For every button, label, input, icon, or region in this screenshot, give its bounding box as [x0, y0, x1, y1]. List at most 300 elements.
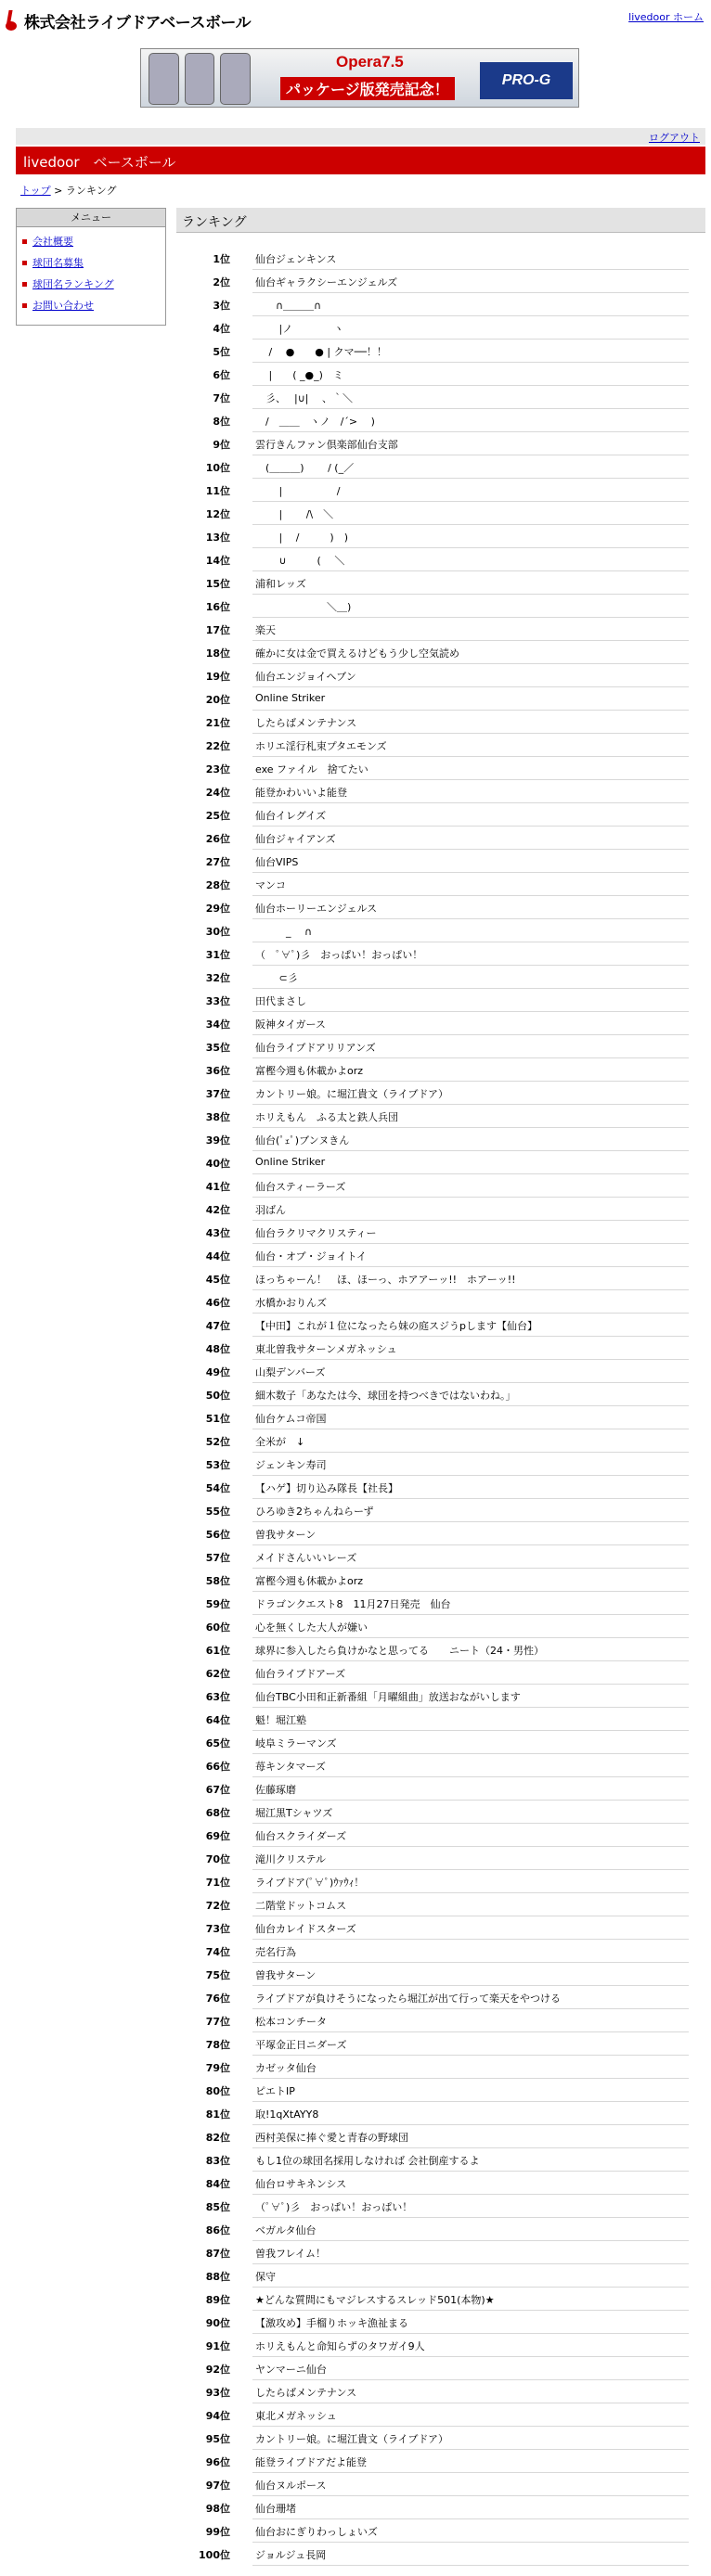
ranking-row: [176, 1685, 705, 1708]
team-name: カントリー娘。に堀江貴文（ライブドア）: [255, 1088, 449, 1100]
rank-number: 68位: [205, 1807, 230, 1819]
team-name: | ( _●_) ミ: [255, 369, 343, 381]
team-name: 二階堂ドットコムス: [255, 1900, 347, 1912]
rank-number: 55位: [205, 1506, 230, 1518]
ranking-row: [176, 942, 705, 966]
team-name: 水橋かおりんズ: [255, 1297, 327, 1309]
team-name: 仙台(ﾟｪﾟ)ブンヌきん: [255, 1134, 350, 1147]
team-name: | / ) ): [255, 532, 348, 544]
rank-number: 92位: [205, 2364, 230, 2376]
rank-number: 72位: [205, 1900, 230, 1912]
ranking-row: [176, 1847, 705, 1870]
rank-number: 56位: [205, 1529, 230, 1541]
ranking-row: [176, 363, 705, 386]
ranking-row: [176, 2056, 705, 2079]
ranking-row: [176, 386, 705, 409]
team-name: 東北曽我サターンメガネッシュ: [255, 1343, 397, 1355]
rank-number: 73位: [205, 1923, 230, 1935]
rank-number: 89位: [205, 2294, 230, 2306]
rank-number: 67位: [205, 1784, 230, 1796]
team-name: 平塚金正日ニダーズ: [255, 2039, 347, 2051]
team-name: 堀江黒Tシャツズ: [255, 1807, 333, 1819]
ranking-row: [176, 1012, 705, 1035]
ranking-row: [176, 2148, 705, 2172]
team-name: 保守: [255, 2271, 276, 2283]
team-name: 売名行為: [255, 1946, 296, 1958]
rank-number: 100位: [199, 2549, 230, 2561]
ranking-row: [176, 2311, 705, 2334]
team-name: 仙台珊堵: [255, 2503, 296, 2515]
rank-number: 62位: [205, 1668, 230, 1680]
ranking-row: [176, 1105, 705, 1128]
team-name: 魁！堀江塾: [255, 1714, 306, 1726]
ranking-row: [176, 247, 705, 270]
rank-number: 95位: [205, 2433, 230, 2445]
logout-bar: [16, 128, 705, 145]
team-name: 心を無くした大人が嫌い: [255, 1621, 368, 1634]
team-name: ★どんな質問にもマジレスするスレッド501(本物)★: [255, 2294, 495, 2306]
rank-number: 57位: [205, 1552, 230, 1564]
ranking-row: [176, 1754, 705, 1777]
rank-number: 98位: [205, 2503, 230, 2515]
rank-number: 43位: [205, 1227, 230, 1239]
ranking-row: [176, 1314, 705, 1337]
menu-item-company: [22, 235, 165, 256]
team-name: 苺キンタマーズ: [255, 1761, 326, 1773]
ranking-row: [176, 1708, 705, 1731]
team-name: ライブドア(ﾟ∀ﾟ)ｳｧｳｨ！: [255, 1877, 365, 1889]
ranking-row: [176, 2218, 705, 2241]
ranking-row: [176, 1267, 705, 1290]
ranking-row: [176, 1731, 705, 1754]
ranking-row: [176, 1499, 705, 1522]
rank-number: 70位: [205, 1853, 230, 1865]
team-name: 西村美保に捧ぐ愛と青春の野球団: [255, 2132, 408, 2144]
team-name: 細木数子「あなたは今、球団を持つべきではないわね。」: [255, 1390, 516, 1402]
ranking-row: [176, 687, 705, 711]
team-name: 仙台ホーリーエンジェルス: [255, 903, 378, 915]
team-name: exe ファイル 捨てたい: [255, 763, 368, 775]
bullet-icon: [22, 239, 27, 244]
company-name: 株式会社ライブドアベースボール: [24, 13, 252, 32]
team-name: 仙台ケムコ帝国: [255, 1413, 327, 1425]
ranking-row: [176, 293, 705, 316]
breadcrumb: [20, 183, 117, 198]
team-name: 佐藤琢磨: [255, 1784, 296, 1796]
team-name: 岐阜ミラーマンズ: [255, 1737, 337, 1749]
rank-number: 30位: [205, 926, 230, 938]
rank-number: 8位: [213, 416, 230, 428]
ranking-row: [176, 2334, 705, 2357]
team-name: 全米が ↓: [255, 1436, 305, 1448]
ranking-row: [176, 1893, 705, 1916]
ranking-row: [176, 1801, 705, 1824]
team-name: 仙台カレイドスターズ: [255, 1923, 356, 1935]
ranking-row: [176, 827, 705, 850]
ranking-row: [176, 1661, 705, 1685]
team-name: ひろゆき2ちゃんねらーず: [255, 1506, 374, 1518]
rank-number: 17位: [205, 624, 230, 636]
ranking-row: [176, 2241, 705, 2264]
rank-number: 41位: [205, 1181, 230, 1193]
rank-number: 52位: [205, 1436, 230, 1448]
ranking-row: [176, 1476, 705, 1499]
breadcrumb-current: ランキング: [65, 185, 117, 197]
ranking-title: ランキング: [182, 215, 247, 230]
team-name: 【ハゲ】切り込み隊長【社長】: [255, 1482, 398, 1494]
rank-number: 23位: [205, 763, 230, 775]
breadcrumb-top-link[interactable]: トップ: [20, 185, 51, 197]
team-name: 曽我サターン: [255, 1529, 317, 1541]
rank-number: 10位: [205, 462, 230, 474]
team-name: 【激攻め】手榴りホッキ漁祉まる: [255, 2317, 408, 2329]
rank-number: 94位: [205, 2410, 230, 2422]
team-name: ホリえもんと命知らずのタワガイ9人: [255, 2340, 425, 2352]
rank-number: 51位: [205, 1413, 230, 1425]
company-logo: [6, 7, 251, 33]
livedoor-home-link[interactable]: livedoor ホーム: [628, 11, 704, 23]
rank-number: 9位: [213, 439, 230, 451]
ranking-row: [176, 2519, 705, 2543]
rank-number: 48位: [205, 1343, 230, 1355]
team-name: （ ﾟ∀ﾟ)彡 おっぱい！おっぱい！: [255, 949, 423, 961]
menu-item-name-submission: [22, 256, 165, 277]
team-name: ピエトIP: [255, 2085, 295, 2097]
rank-number: 91位: [205, 2340, 230, 2352]
team-name: マンコ: [255, 879, 286, 891]
team-name: | /\ ＼: [255, 508, 334, 520]
ranking-row: [176, 2380, 705, 2403]
rank-number: 13位: [205, 532, 230, 544]
team-name: 山梨デンバーズ: [255, 1366, 326, 1378]
ranking-row: [176, 2079, 705, 2102]
rank-number: 45位: [205, 1274, 230, 1286]
team-name: 仙台スティーラーズ: [255, 1181, 346, 1193]
ranking-row: [176, 803, 705, 827]
ranking-row: [176, 1128, 705, 1151]
team-name: |ノ ヽ: [255, 323, 344, 335]
team-name: / ＿＿ ヽノ /´> ): [255, 416, 375, 428]
ranking-row: [176, 2496, 705, 2519]
ranking-row: [176, 780, 705, 803]
rank-number: 46位: [205, 1297, 230, 1309]
ranking-row: [176, 1174, 705, 1198]
team-name: 【中田】これが１位になったら妹の庭スジうpします【仙台】: [255, 1320, 537, 1332]
team-name: ドラゴンクエスト8 11月27日発売 仙台: [255, 1598, 451, 1610]
ranking-row: [176, 1198, 705, 1221]
team-name: 仙台おにぎりわっしょいズ: [255, 2526, 378, 2538]
team-name: ＼＿): [255, 601, 352, 613]
rank-number: 93位: [205, 2387, 230, 2399]
team-name: ライブドアが負けそうになったら堀江が出て行って楽天をやつける: [255, 1993, 562, 2005]
team-name: 仙台イレグイズ: [255, 810, 327, 822]
ranking-row: [176, 432, 705, 455]
rank-number: 65位: [205, 1737, 230, 1749]
ranking-row: [176, 850, 705, 873]
ranking-row: [176, 1870, 705, 1893]
menu-item-ranking: [22, 277, 165, 299]
banner-outlet-logo: PRO-G OUTLET: [480, 62, 573, 99]
rank-number: 32位: [205, 972, 230, 984]
ranking-row: [176, 525, 705, 548]
bullet-icon: [22, 282, 27, 287]
team-name: ∩＿＿＿∩: [255, 300, 322, 312]
rank-number: 54位: [205, 1482, 230, 1494]
ranking-row: [176, 1453, 705, 1476]
rank-number: 1位: [213, 253, 230, 265]
team-name: 仙台ライブドアーズ: [255, 1668, 346, 1680]
rank-number: 90位: [205, 2317, 230, 2329]
team-name: Online Striker: [255, 1156, 326, 1168]
ranking-row: [176, 1615, 705, 1638]
rank-number: 47位: [205, 1320, 230, 1332]
rank-number: 78位: [205, 2039, 230, 2051]
team-name: (＿＿＿) / (_／: [255, 462, 355, 474]
ranking-row: [176, 479, 705, 502]
banner-subheadline: パッケージ版発売記念！: [280, 77, 455, 100]
rank-number: 80位: [205, 2085, 230, 2097]
rank-number: 14位: [205, 555, 230, 567]
ranking-row: [176, 2543, 705, 2566]
rank-number: 76位: [205, 1993, 230, 2005]
rank-number: 11位: [205, 485, 230, 497]
team-name: ⊂彡: [255, 972, 298, 984]
rank-number: 96位: [205, 2456, 230, 2468]
ranking-row: [176, 1638, 705, 1661]
team-name: 楽天: [255, 624, 276, 636]
ranking-row: [176, 757, 705, 780]
team-name: メイドさんいいレーズ: [255, 1552, 357, 1564]
team-name: 滝川クリステル: [255, 1853, 327, 1865]
team-name: | /: [255, 485, 341, 497]
ranking-row: [176, 664, 705, 687]
ranking-row: [176, 1522, 705, 1545]
ranking-row: [176, 502, 705, 525]
ranking-row: [176, 1777, 705, 1801]
rank-number: 83位: [205, 2155, 230, 2167]
team-name: 取!1qXtAYY8: [255, 2108, 319, 2121]
rank-number: 24位: [205, 787, 230, 799]
rank-number: 88位: [205, 2271, 230, 2283]
ranking-row: [176, 1383, 705, 1406]
side-menu: [16, 208, 166, 326]
ranking-row: [176, 896, 705, 919]
rank-number: 19位: [205, 671, 230, 683]
ranking-row: [176, 2403, 705, 2427]
rank-number: 5位: [213, 346, 230, 358]
rank-number: 7位: [213, 392, 230, 404]
team-name: ベガルタ仙台: [255, 2224, 317, 2236]
rank-number: 28位: [205, 879, 230, 891]
ranking-row: [176, 409, 705, 432]
ranking-row: [176, 2009, 705, 2032]
ranking-row: [176, 2032, 705, 2056]
rank-number: 18位: [205, 647, 230, 660]
bullet-icon: [22, 303, 27, 308]
banner-phones-image: [149, 53, 251, 103]
rank-number: 12位: [205, 508, 230, 520]
rank-number: 82位: [205, 2132, 230, 2144]
team-name: _ ∩: [255, 926, 313, 938]
rank-number: 63位: [205, 1691, 230, 1703]
ranking-row: [176, 1592, 705, 1615]
opera-ad-banner[interactable]: [140, 48, 579, 125]
team-name: 田代まさし: [255, 995, 306, 1007]
ranking-list: [176, 247, 705, 2566]
team-name: 富樫今週も休載かよorz: [255, 1575, 364, 1587]
menu-link-company[interactable]: 会社概要: [32, 236, 73, 248]
ranking-row: [176, 618, 705, 641]
rank-number: 42位: [205, 1204, 230, 1216]
ranking-row: [176, 1429, 705, 1453]
ranking-row: [176, 1360, 705, 1383]
rank-number: 35位: [205, 1042, 230, 1054]
rank-number: 26位: [205, 833, 230, 845]
team-name: 阪神タイガース: [255, 1019, 326, 1031]
team-name: 浦和レッズ: [255, 578, 306, 590]
ranking-row: [176, 340, 705, 363]
note-logo-icon: [6, 10, 20, 31]
team-name: 仙台・オブ・ジョイトイ: [255, 1250, 367, 1262]
rank-number: 87位: [205, 2248, 230, 2260]
rank-number: 64位: [205, 1714, 230, 1726]
rank-number: 22位: [205, 740, 230, 752]
ranking-row: [176, 2473, 705, 2496]
rank-number: 69位: [205, 1830, 230, 1842]
rank-number: 15位: [205, 578, 230, 590]
menu-link-ranking[interactable]: 球団名ランキング: [32, 278, 114, 290]
rank-number: 33位: [205, 995, 230, 1007]
ranking-row: [176, 641, 705, 664]
rank-number: 16位: [205, 601, 230, 613]
rank-number: 74位: [205, 1946, 230, 1958]
breadcrumb-separator: >: [50, 185, 66, 197]
team-name: もし1位の球団名採用しなければ 会社倒産するよ: [255, 2155, 480, 2167]
ranking-row: [176, 571, 705, 595]
team-name: 仙台TBC小田和正新番組「月曜組曲」放送おながいします: [255, 1691, 521, 1703]
ranking-header: [176, 208, 705, 233]
team-name: 彡、 |∪| 、｀＼: [255, 392, 353, 404]
rank-number: 53位: [205, 1459, 230, 1471]
rank-number: 49位: [205, 1366, 230, 1378]
rank-number: 44位: [205, 1250, 230, 1262]
menu-link-contact[interactable]: お問い合わせ: [32, 300, 94, 312]
row-divider: [252, 2565, 689, 2566]
rank-number: 97位: [205, 2480, 230, 2492]
ranking-row: [176, 2195, 705, 2218]
ranking-row: [176, 2450, 705, 2473]
ranking-row: [176, 2102, 705, 2125]
bullet-icon: [22, 261, 27, 265]
rank-number: 27位: [205, 856, 230, 868]
ranking-row: [176, 1940, 705, 1963]
team-name: ホリえもん ふる太と鉄人兵団: [255, 1111, 398, 1123]
team-name: 仙台ロサキネンシス: [255, 2178, 347, 2190]
team-name: 松本コンチータ: [255, 2016, 327, 2028]
site-title-bar: [16, 147, 705, 174]
rank-number: 86位: [205, 2224, 230, 2236]
team-name: 確かに女は金で買えるけどもう少し空気読め: [255, 647, 459, 660]
ranking-row: [176, 734, 705, 757]
rank-number: 20位: [205, 694, 230, 706]
team-name: 富樫今週も休載かよorz: [255, 1065, 364, 1077]
team-name: / ● ● | クマ──！！: [255, 346, 387, 358]
banner-headline: Opera7.5: [336, 53, 404, 70]
rank-number: 61位: [205, 1645, 230, 1657]
rank-number: 85位: [205, 2201, 230, 2213]
rank-number: 84位: [205, 2178, 230, 2190]
team-name: 仙台ヌルポース: [255, 2480, 327, 2492]
rank-number: 6位: [213, 369, 230, 381]
team-name: 仙台スクライダーズ: [255, 1830, 347, 1842]
rank-number: 50位: [205, 1390, 230, 1402]
team-name: 雲行きんファン倶楽部仙台支部: [255, 439, 398, 451]
ranking-row: [176, 919, 705, 942]
ranking-row: [176, 1824, 705, 1847]
team-name: ほっちゃーん！ ほ、ほーっ、ホアアーッ!! ホアーッ!!: [255, 1274, 516, 1286]
team-name: ∪ ( ＼: [255, 555, 345, 567]
rank-number: 79位: [205, 2062, 230, 2074]
site-title: livedoor ベースボール: [23, 154, 176, 171]
rank-number: 31位: [205, 949, 230, 961]
rank-number: 81位: [205, 2108, 230, 2121]
ranking-row: [176, 455, 705, 479]
rank-number: 66位: [205, 1761, 230, 1773]
ranking-row: [176, 1569, 705, 1592]
team-name: ホリエ淫行札束プタエモンズ: [255, 740, 387, 752]
rank-number: 2位: [213, 276, 230, 288]
team-name: 仙台ラクリマクリスティー: [255, 1227, 377, 1239]
rank-number: 21位: [205, 717, 230, 729]
ranking-row: [176, 1406, 705, 1429]
ranking-row: [176, 2357, 705, 2380]
rank-number: 71位: [205, 1877, 230, 1889]
rank-number: 36位: [205, 1065, 230, 1077]
ranking-row: [176, 711, 705, 734]
logout-link[interactable]: ログアウト: [649, 132, 700, 144]
rank-number: 3位: [213, 300, 230, 312]
rank-number: 40位: [205, 1158, 230, 1170]
team-name: したらばメンテナンス: [255, 717, 357, 729]
menu-item-contact: [22, 299, 165, 320]
team-name: 能登かわいいよ能登: [255, 787, 347, 799]
ranking-row: [176, 2427, 705, 2450]
team-name: カントリー娘。に堀江貴文（ライブドア）: [255, 2433, 449, 2445]
ranking-row: [176, 2172, 705, 2195]
rank-number: 4位: [213, 323, 230, 335]
ranking-row: [176, 1545, 705, 1569]
team-name: 仙台エンジョイヘブン: [255, 671, 356, 683]
team-name: 仙台ギャラクシーエンジェルズ: [255, 276, 398, 288]
team-name: 曽我サターン: [255, 1969, 317, 1981]
menu-link-name-submission[interactable]: 球団名募集: [32, 257, 84, 269]
rank-number: 38位: [205, 1111, 230, 1123]
team-name: Online Striker: [255, 692, 326, 704]
ranking-row: [176, 595, 705, 618]
team-name: 仙台ジャイアンズ: [255, 833, 336, 845]
ranking-row: [176, 1986, 705, 2009]
ranking-row: [176, 1035, 705, 1058]
ranking-row: [176, 989, 705, 1012]
team-name: ジェンキン寿司: [255, 1459, 327, 1471]
rank-number: 58位: [205, 1575, 230, 1587]
ranking-row: [176, 873, 705, 896]
team-name: したらばメンテナンス: [255, 2387, 357, 2399]
team-name: 球界に参入したら負けかなと思ってる ニート（24・男性）: [255, 1645, 544, 1657]
ranking-row: [176, 548, 705, 571]
team-name: 仙台ライブドアリリアンズ: [255, 1042, 376, 1054]
rank-number: 39位: [205, 1134, 230, 1147]
